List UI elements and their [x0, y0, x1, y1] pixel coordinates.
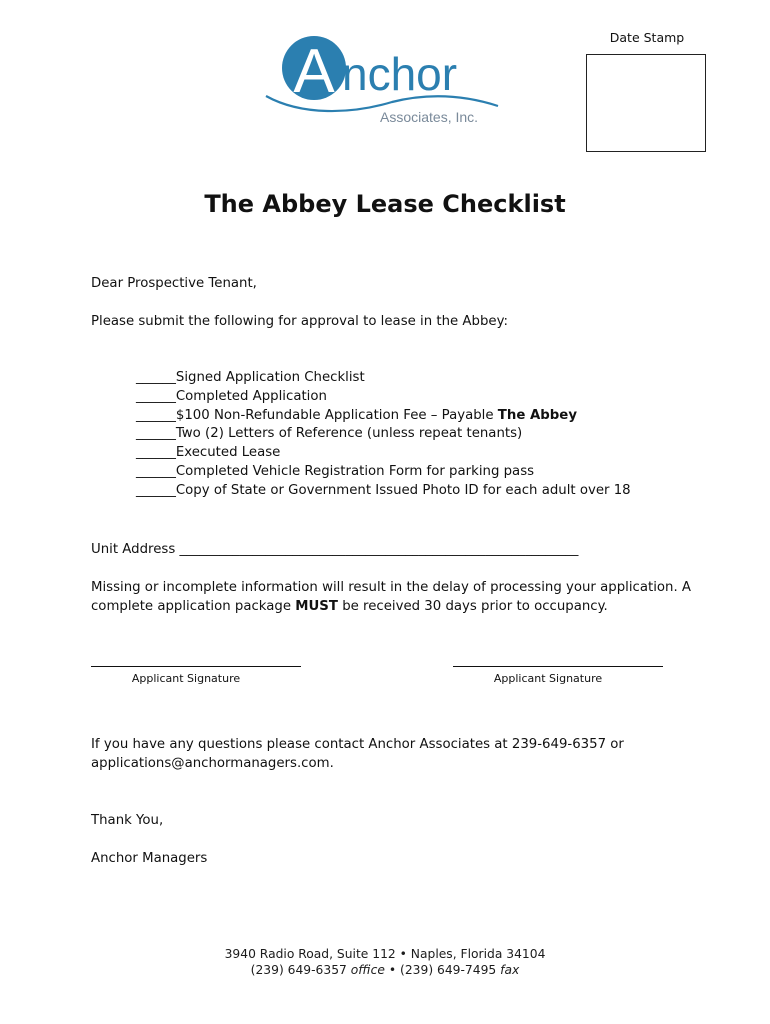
logo-wordmark: nchor — [342, 48, 458, 100]
checklist-item — [136, 407, 631, 426]
footer-phone-label: office — [350, 963, 385, 977]
applicant-signature-label-2: Applicant Signature — [493, 672, 603, 685]
greeting: Dear Prospective Tenant, — [91, 276, 257, 291]
contact-info — [91, 735, 624, 773]
applicant-signature-line-2[interactable] — [453, 666, 663, 667]
checklist-item-text: $100 Non-Refundable Application Fee – Payable — [175, 407, 498, 423]
unit-address-row — [91, 540, 578, 559]
applicant-signature-line-1[interactable] — [91, 666, 301, 667]
checklist-item — [136, 369, 631, 388]
checklist-blank[interactable]: ______ — [136, 370, 176, 385]
notice-emphasis: MUST — [295, 599, 338, 614]
intro-text: Please submit the following for approval to lease in the Abbey: — [91, 314, 508, 329]
checklist-blank[interactable]: ______ — [136, 426, 176, 442]
footer-fax: (239) 649-7495 — [400, 963, 497, 977]
checklist-item-text: Copy of State or Government Issued Photo ID for each adult over 18 — [175, 482, 631, 498]
notice-line-1: Missing or incomplete information will result in the delay of processing your application. A — [91, 580, 692, 595]
anchor-associates-logo — [262, 30, 502, 130]
checklist-item — [136, 425, 631, 444]
unit-address-field[interactable]: ____________________________________________________________ — [179, 542, 579, 557]
date-stamp-label: Date Stamp — [609, 30, 685, 45]
checklist-item-text: Completed Vehicle Registration Form for parking pass — [175, 463, 535, 479]
applicant-signature-label-1: Applicant Signature — [131, 672, 241, 685]
checklist-item-bold: The Abbey — [497, 407, 577, 423]
date-stamp-box — [586, 54, 706, 152]
checklist-item — [136, 444, 631, 463]
closing-thanks: Thank You, — [91, 813, 164, 828]
notice-text: be received 30 days prior to occupancy. — [337, 599, 608, 614]
closing-sender: Anchor Managers — [91, 851, 208, 866]
footer-separator: • — [388, 963, 397, 977]
checklist-blank[interactable]: ______ — [136, 463, 176, 479]
footer — [0, 946, 770, 978]
checklist-blank[interactable]: ______ — [136, 482, 176, 498]
checklist-item — [136, 482, 631, 501]
logo-initial: A — [293, 37, 335, 106]
unit-address-label: Unit Address — [91, 542, 176, 557]
footer-phones — [0, 962, 770, 978]
checklist-item-text: Two (2) Letters of Reference (unless repeat tenants) — [175, 426, 523, 442]
footer-address: 3940 Radio Road, Suite 112 • Naples, Florida 34104 — [224, 947, 546, 961]
checklist — [136, 369, 631, 501]
checklist-item-text: Signed Application Checklist — [175, 370, 365, 385]
checklist-item-text: Completed Application — [175, 388, 327, 404]
contact-line-1: If you have any questions please contact Anchor Associates at 239-649-6357 or — [91, 737, 624, 752]
checklist-item — [136, 463, 631, 482]
contact-email: applications@anchormanagers.com. — [91, 756, 334, 771]
page-title: The Abbey Lease Checklist — [204, 190, 566, 218]
footer-phone: (239) 649-6357 — [250, 963, 347, 977]
checklist-blank[interactable]: ______ — [136, 407, 176, 423]
notice-text: complete application package — [91, 599, 296, 614]
footer-fax-label: fax — [500, 963, 520, 977]
notice-line-2 — [91, 597, 691, 616]
checklist-blank[interactable]: ______ — [136, 445, 176, 461]
logo-tagline: Associates, Inc. — [380, 109, 479, 125]
checklist-item — [136, 388, 631, 407]
checklist-blank[interactable]: ______ — [136, 388, 176, 404]
missing-info-notice — [91, 578, 691, 616]
checklist-item-text: Executed Lease — [175, 445, 281, 461]
